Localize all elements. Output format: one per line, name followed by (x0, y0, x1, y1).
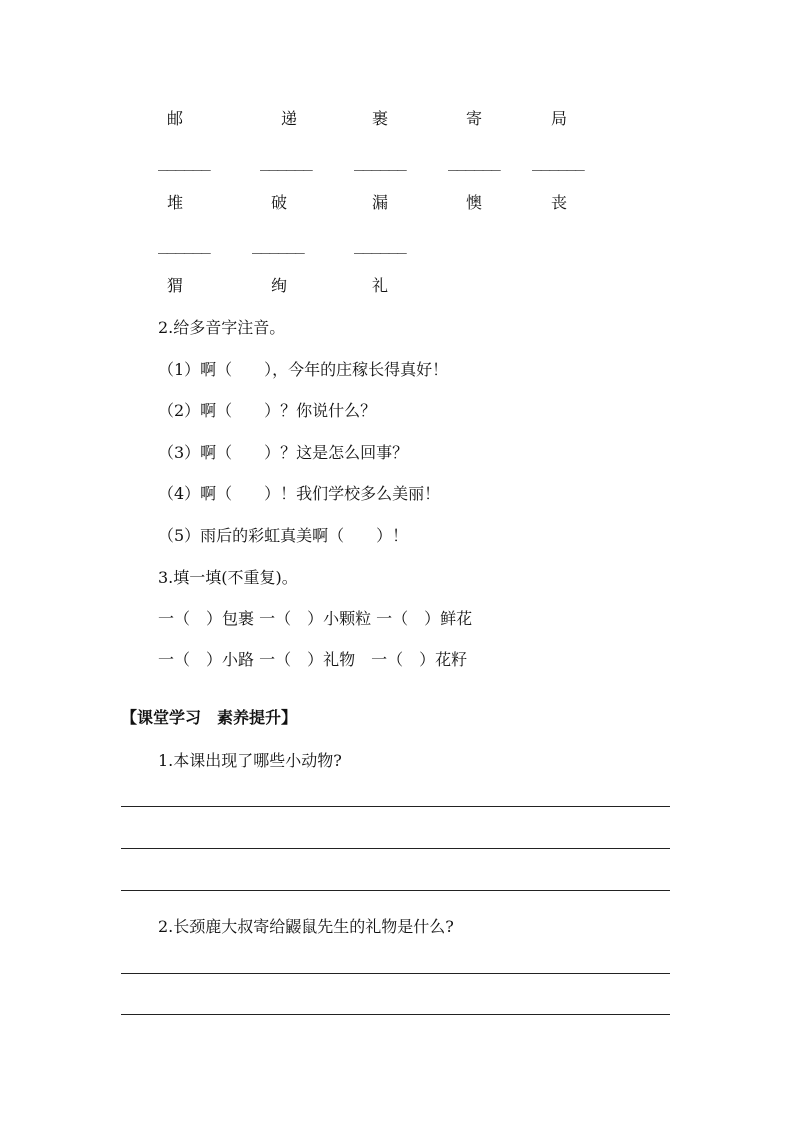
answer-blank[interactable]: ______ (252, 235, 304, 254)
answer-blank[interactable]: ______ (158, 235, 210, 254)
section-heading: 【课堂学习 素养提升】 (121, 708, 298, 727)
answer-line[interactable] (121, 890, 670, 891)
character-sang: 丧 (551, 193, 568, 212)
character-you: 邮 (167, 109, 184, 128)
character-ji: 寄 (466, 109, 483, 128)
answer-line[interactable] (121, 848, 670, 849)
character-lou: 漏 (372, 193, 389, 212)
answer-blank[interactable]: ______ (354, 152, 406, 171)
measure-word-line: 一（ ）包裹 一（ ）小颗粒 一（ ）鲜花 (158, 609, 473, 628)
question-1: 1.本课出现了哪些小动物? (158, 751, 342, 770)
character-dui: 堆 (167, 193, 184, 212)
polyphone-item: （5）雨后的彩虹真美啊（ ）！ (158, 526, 409, 545)
answer-blank[interactable]: ______ (354, 235, 406, 254)
answer-line[interactable] (121, 806, 670, 807)
character-di: 递 (281, 109, 298, 128)
polyphone-item: （3）啊（ ）？这是怎么回事？ (158, 443, 409, 462)
character-ao: 懊 (466, 193, 483, 212)
answer-line[interactable] (121, 973, 670, 974)
answer-blank[interactable]: ______ (448, 152, 500, 171)
answer-blank[interactable]: ______ (260, 152, 312, 171)
polyphone-item: （1）啊（ ），今年的庄稼长得真好！ (158, 360, 449, 379)
section-2-title: 2.给多音字注音。 (158, 318, 286, 337)
answer-blank[interactable]: ______ (532, 152, 584, 171)
measure-word-line: 一（ ）小路 一（ ）礼物 一（ ）花籽 (158, 650, 468, 669)
polyphone-item: （2）啊（ ）？你说什么？ (158, 401, 377, 420)
character-xuan: 绚 (271, 276, 288, 295)
character-li: 礼 (372, 276, 389, 295)
character-po: 破 (271, 193, 288, 212)
polyphone-item: （4）啊（ ）！我们学校多么美丽！ (158, 484, 441, 503)
section-3-title: 3.填一填(不重复)。 (158, 568, 298, 587)
answer-line[interactable] (121, 1014, 670, 1015)
character-ju: 局 (551, 109, 568, 128)
question-2: 2.长颈鹿大叔寄给鼹鼠先生的礼物是什么? (158, 917, 454, 936)
character-wei: 猬 (167, 276, 184, 295)
character-guo: 裹 (372, 109, 389, 128)
answer-blank[interactable]: ______ (158, 152, 210, 171)
